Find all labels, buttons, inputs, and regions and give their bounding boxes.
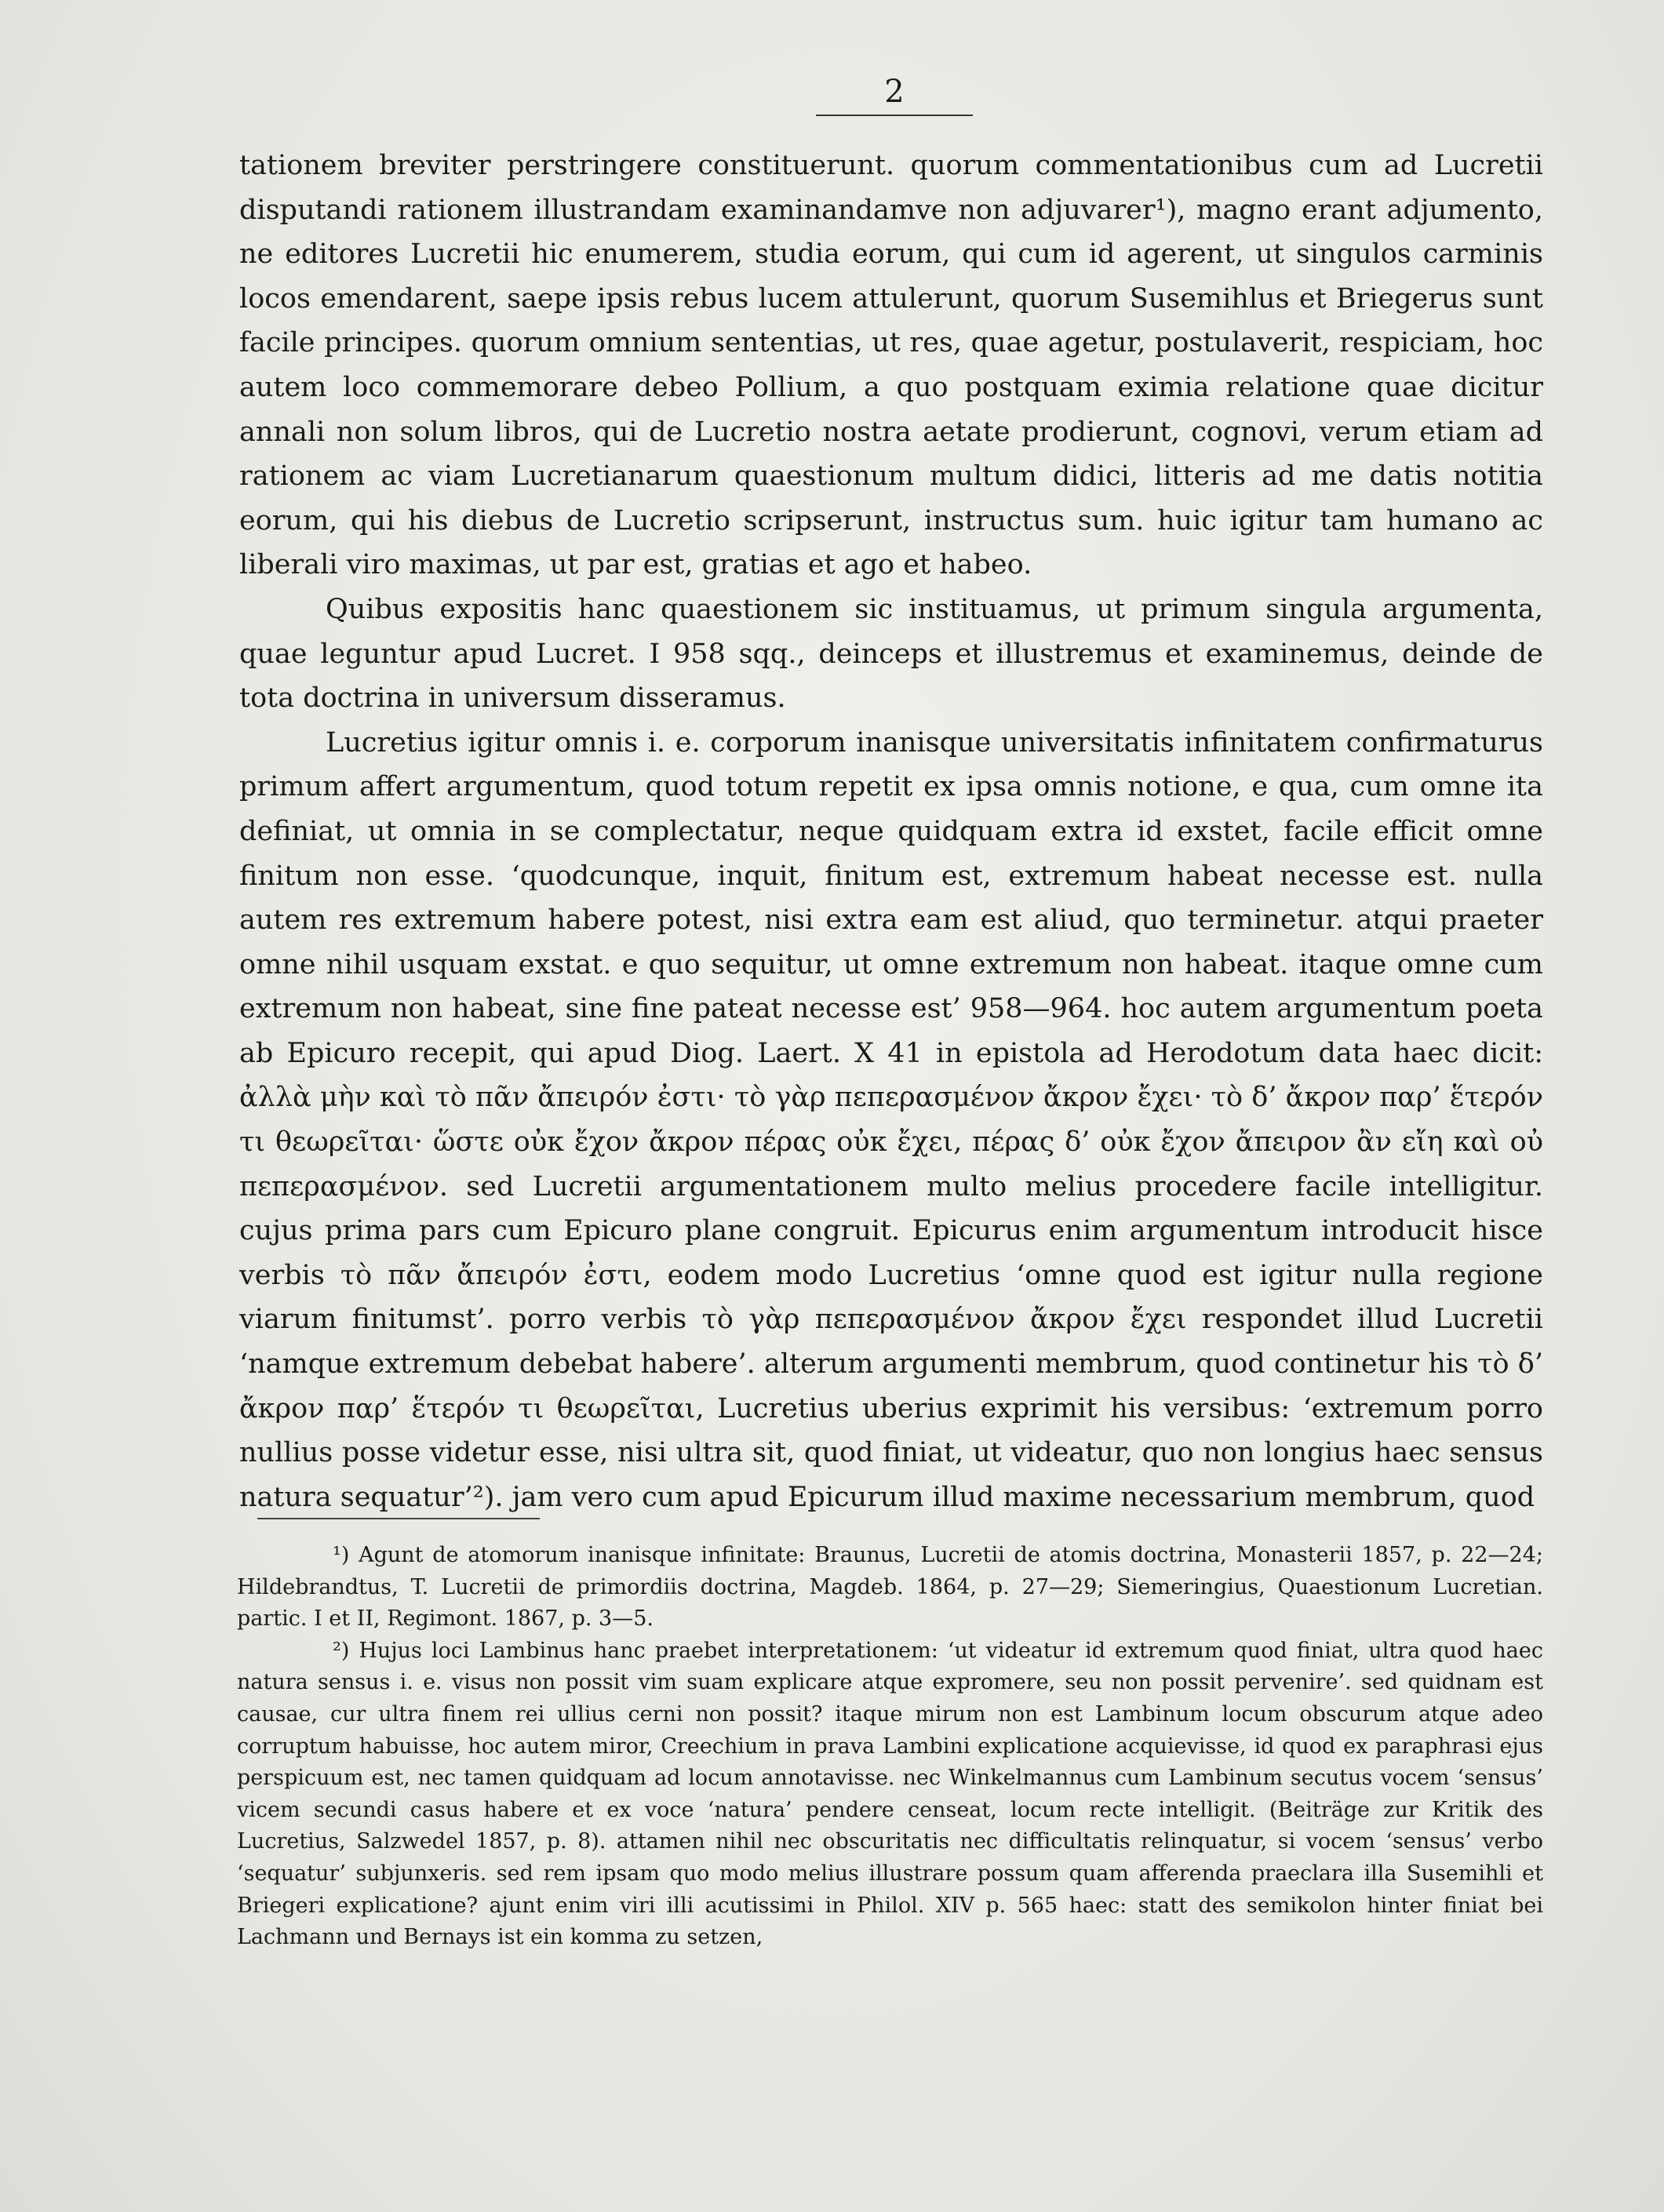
footnote: ¹) Agunt de atomorum inanisque infinitate: Braunus, Lucretii de atomis doctrina, Monasterii 1857, p. 22—24; Hildebrandtus, T. Lucretii de primordiis doctrina, Magdeb. 1864, p. 27—29; Siemeringius, Quaestionum Lucretian. partic. I et II, Regimont. 1867, p. 3—5. <box>237 1543 1543 1632</box>
paragraph: Lucretius igitur omnis i. e. corporum inanisque universitatis infinitatem confirmaturus primum affert argumentum, quod totum repetit ex ipsa omnis notione, e qua, cum omne ita definiat, ut omnia in se complectatur, neque quidquam extra id exstet, facile efficit omne finitum non esse. ‘quodcunque, inquit, finitum est, extremum habeat necesse est. nulla autem res extremum habere potest, nisi extra eam est aliud, quo terminetur. atqui praeter omne nihil usquam exstat. e quo sequitur, ut omne extremum non habeat. itaque omne cum extremum non habeat, sine fine pateat necesse est’ 958—964. hoc autem argumentum poeta ab Epicuro recepit, qui apud Diog. Laert. X 41 in epistola ad Herodotum data haec dicit: ἀλλὰ μὴν καὶ τὸ πᾶν ἄπειρόν ἐστι· τὸ γὰρ πεπερασμένον ἄκρον ἔχει· τὸ δ’ ἄκρον παρ’ ἕτερόν τι θεωρεῖται· ὥστε οὐκ ἔχον ἄκρον πέρας οὐκ ἔχει, πέρας δ’ οὐκ ἔχον ἄπειρον ἂν εἴη καὶ οὐ πεπερασμένον. sed Lucretii argumentationem multo melius procedere facile intelligitur. cujus prima pars cum Epicuro plane congruit. Epicurus enim argumentum introducit hisce verbis τὸ πᾶν ἄπειρόν ἐστι, eodem modo Lucretius ‘omne quod est igitur nulla regione viarum finitumst’. porro verbis τὸ γὰρ πεπερασμένον ἄκρον ἔχει respondet illud Lucretii ‘namque extremum debebat habere’. alterum argumenti membrum, quod continetur his τὸ δ’ ἄκρον παρ’ ἕτερόν τι θεωρεῖται, Lucretius uberius exprimit his versibus: ‘extremum porro nullius posse videtur esse, nisi ultra sit, quod finiat, ut videatur, quo non longius haec sensus natura sequatur’²). jam vero cum apud Epicurum illud maxime necessarium membrum, quod <box>239 726 1543 1513</box>
header-rule <box>816 115 973 116</box>
paragraph: tationem breviter perstringere constituerunt. quorum commentationibus cum ad Lucretii disputandi rationem illustrandam examinandamve non adjuvarer¹), magno erant adjumento, ne editores Lucretii hic enumerem, studia eorum, qui cum id agerent, ut singulos carminis locos emendarent, saepe ipsis rebus lucem attulerunt, quorum Susemihlus et Briegerus sunt facile principes. quorum omnium sententias, ut res, quae agetur, postulaverit, respiciam, hoc autem loco commemorare debeo Pollium, a quo postquam eximia relatione quae dicitur annali non solum libros, qui de Lucretio nostra aetate prodierunt, cognovi, verum etiam ad rationem ac viam Lucretianarum quaestionum multum didici, litteris ad me datis notitia eorum, qui his diebus de Lucretio scripserunt, instructus sum. huic igitur tam humano ac liberali viro maximas, ut par est, gratias et ago et habeo. <box>239 150 1543 581</box>
footnote: ²) Hujus loci Lambinus hanc praebet interpretationem: ‘ut videatur id extremum quod finiat, ultra quod haec natura sensus i. e. visus non possit vim suam explicare atque expromere, seu non possit pervenire’. sed quidnam est causae, cur ultra finem rei ullius cerni non possit? itaque mirum non est Lambinum locum obscurum atque adeo corruptum habuisse, hoc autem miror, Creechium in prava Lambini explicatione acquievisse, id quod ex paraphrasi ejus perspicuum est, nec tamen quidquam ad locum annotavisse. nec Winkelmannus cum Lambinum secutus vocem ‘sensus’ vicem secundi casus habere et ex voce ‘natura’ pendere censeat, locum recte intelligit. (Beiträge zur Kritik des Lucretius, Salzwedel 1857, p. 8). attamen nihil nec obscuritatis nec difficultatis relinquatur, si vocem ‘sensus’ verbo ‘sequatur’ subjunxeris. sed rem ipsam quo modo melius illustrare possum quam afferenda praeclara illa Susemihli et Briegeri explicatione? ajunt enim viri illi acutissimi in Philol. XIV p. 565 haec: statt des semikolon hinter finiat bei Lachmann und Bernays ist ein komma zu setzen, <box>237 1638 1543 1950</box>
main-text <box>239 144 1543 1519</box>
footnotes <box>237 1540 1543 1954</box>
page-number: 2 <box>884 74 905 110</box>
paragraph: Quibus expositis hanc quaestionem sic instituamus, ut primum singula argumenta, quae leguntur apud Lucret. I 958 sqq., deinceps et illustremus et examinemus, deinde de tota doctrina in universum disseramus. <box>239 593 1543 715</box>
footnote-rule <box>257 1518 540 1519</box>
